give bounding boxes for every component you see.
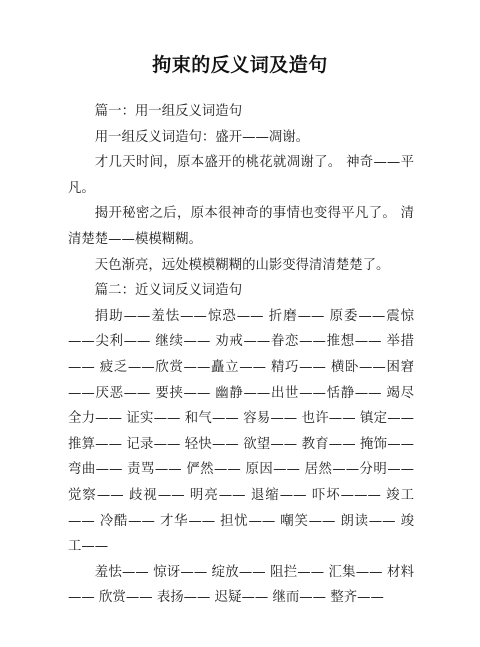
paragraph: 才几天时间，原本盛开的桃花就凋谢了。 神奇——平凡。 <box>68 155 414 196</box>
document-body <box>68 99 414 611</box>
word-list-paragraph: 捐助——羞怯——惊恐—— 折磨—— 原委——震惊——尖利—— 继续—— 劝戒——眷恋——推想—— 举措—— 疲乏——欣赏——矗立—— 精巧—— 横卧——困窘——厌恶—— 要挟—— 幽静——出世——恬静—— 竭尽全力—— 证实—— 和气—— 容易—— 也许—— 镇定—— 推算—— 记录—— 轻快—— 欲望—— 教育—— 掩饰—— 弯曲—— 责骂—— 俨然—— 原因—— 居然——分明—— 觉察—— 歧视—— 明亮—— 退缩—— 吓坏——— 竣工—— 冷酷—— 才华—— 担忧—— 嘲笑—— 朗读—— 竣工—— <box>68 308 414 555</box>
paragraph: 天色渐亮，远处模模糊糊的山影变得清清楚楚了。 <box>94 257 390 273</box>
word-list-paragraph: 羞怯—— 惊讶—— 绽放—— 阻拦—— 汇集—— 材料—— 欣赏—— 表扬—— 迟疑—— 继而—— 整齐—— <box>68 564 414 606</box>
paragraph: 用一组反义词造句：盛开——凋谢。 <box>94 129 310 145</box>
page-title: 拘束的反义词及造句 <box>152 54 328 76</box>
section-heading-two: 篇二：近义词反义词造句 <box>94 283 243 299</box>
paragraph: 揭开秘密之后，原本很神奇的事情也变得平凡了。 清清楚楚——模模糊糊。 <box>68 206 414 247</box>
section-heading-one: 篇一：用一组反义词造句 <box>94 104 243 119</box>
